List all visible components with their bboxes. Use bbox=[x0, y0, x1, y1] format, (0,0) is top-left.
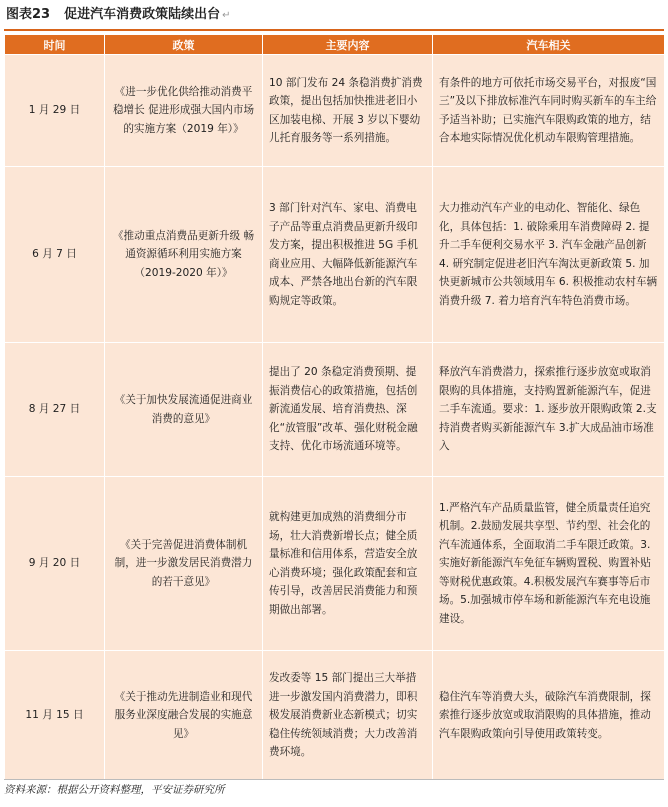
figure-title bbox=[6, 4, 231, 26]
header-auto: 汽车相关 bbox=[433, 35, 665, 55]
cell-content: 3 部门针对汽车、家电、消费电子产品等重点消费品更新升级印发方案，提出积极推进 5G 手机商业应用、大幅降低新能源汽车成本、严禁各地出台新的汽车限购规定等政策。 bbox=[263, 167, 433, 343]
table-row bbox=[5, 477, 665, 651]
cell-auto: 稳住汽车等消费大头，破除汽车消费限制，探索推行逐步放宽或取消限购的具体措施，推动汽车限购政策向引导使用政策转变。 bbox=[433, 651, 665, 781]
table-header-row bbox=[5, 35, 665, 55]
cell-date: 6 月 7 日 bbox=[5, 167, 105, 343]
header-date: 时间 bbox=[5, 35, 105, 55]
cell-policy: 《推动重点消费品更新升级 畅通资源循环利用实施方案（2019-2020 年）》 bbox=[105, 167, 263, 343]
cell-date: 8 月 27 日 bbox=[5, 343, 105, 477]
cell-policy: 《关于推动先进制造业和现代服务业深度融合发展的实施意见》 bbox=[105, 651, 263, 781]
table-row bbox=[5, 55, 665, 167]
bottom-divider bbox=[4, 779, 664, 780]
cell-auto: 1.严格汽车产品质量监管，健全质量责任追究机制。2.鼓励发展共享型、节约型、社会化的汽车流通体系，全面取消二手车限迁政策。3.实施好新能源汽车免征车辆购置税、购置补贴等财税优惠政策。4.积极发展汽车赛事等后市场。5.加强城市停车场和新能源汽车充电设施建设。 bbox=[433, 477, 665, 651]
figure-title-text: 促进汽车消费政策陆续出台 bbox=[64, 7, 221, 22]
header-content: 主要内容 bbox=[263, 35, 433, 55]
cell-policy: 《关于完善促进消费体制机制，进一步激发居民消费潜力的若干意见》 bbox=[105, 477, 263, 651]
cell-content: 提出了 20 条稳定消费预期、提振消费信心的政策措施，包括创新流通发展、培育消费热、深化“放管服”改革、强化财税金融支持、优化市场流通环境等。 bbox=[263, 343, 433, 477]
table-row bbox=[5, 167, 665, 343]
title-divider bbox=[4, 29, 664, 31]
header-policy: 政策 bbox=[105, 35, 263, 55]
cell-auto: 有条件的地方可依托市场交易平台，对报废“国三”及以下排放标准汽车同时购买新车的车主给予适当补助；已实施汽车限购政策的地方，结合本地实际情况优化机动车限购管理措施。 bbox=[433, 55, 665, 167]
cell-policy: 《关于加快发展流通促进商业消费的意见》 bbox=[105, 343, 263, 477]
cell-auto: 大力推动汽车产业的电动化、智能化、绿色化，具体包括：1. 破除乘用车消费障碍 2. 提升二手车便利交易水平 3. 汽车金融产品创新 4. 研究制定促进老旧汽车淘汰更新政策 5. 加快更新城市公共领域用车 6. 积极推动农村车辆消费升级 7. 着力培育汽车特色消费市场。 bbox=[433, 167, 665, 343]
paragraph-mark-icon: ↵ bbox=[222, 10, 231, 21]
cell-content: 就构建更加成熟的消费细分市场，壮大消费新增长点；健全质量标准和信用体系，营造安全放心消费环境；强化政策配套和宣传引导，改善居民消费能力和预期做出部署。 bbox=[263, 477, 433, 651]
policy-table bbox=[4, 34, 665, 781]
cell-date: 9 月 20 日 bbox=[5, 477, 105, 651]
figure-number: 图表23 bbox=[6, 7, 51, 22]
cell-date: 11 月 15 日 bbox=[5, 651, 105, 781]
table-row bbox=[5, 343, 665, 477]
cell-content: 10 部门发布 24 条稳消费扩消费政策，提出包括加快推进老旧小区加装电梯、开展 3 岁以下婴幼儿托育服务等一系列措施。 bbox=[263, 55, 433, 167]
cell-date: 1 月 29 日 bbox=[5, 55, 105, 167]
cell-content: 发改委等 15 部门提出三大举措进一步激发国内消费潜力，即积极发展消费新业态新模式；切实稳住传统领域消费；大力改善消费环境。 bbox=[263, 651, 433, 781]
cell-policy: 《进一步优化供给推动消费平稳增长 促进形成强大国内市场的实施方案（2019 年）》 bbox=[105, 55, 263, 167]
cell-auto: 释放汽车消费潜力，探索推行逐步放宽或取消限购的具体措施，支持购置新能源汽车，促进二手车流通。要求：1. 逐步放开限购政策 2.支持消费者购买新能源汽车 3.扩大成品油市场准入 bbox=[433, 343, 665, 477]
source-note: 资料来源：根据公开资料整理，平安证券研究所 bbox=[4, 784, 225, 796]
table-row bbox=[5, 651, 665, 781]
